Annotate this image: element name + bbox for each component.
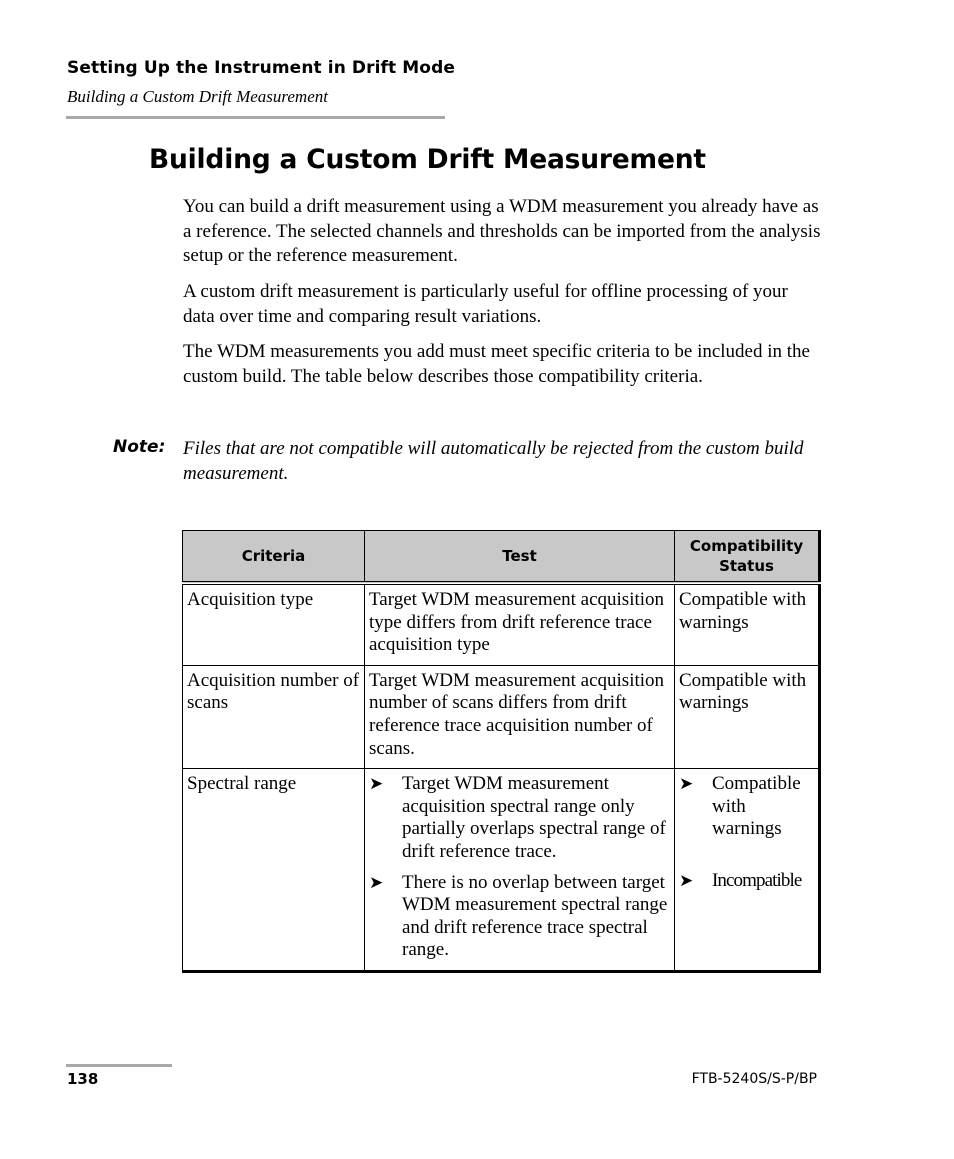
criteria-cell: Acquisition number of scans bbox=[183, 665, 365, 768]
bullet-text: Target WDM measurement acquisition spectral range only partially overlaps spectral range of drift reference trace. bbox=[402, 773, 666, 862]
criteria-cell: Spectral range bbox=[183, 769, 365, 972]
note-text: Files that are not compatible will automatically be rejected from the custom build measurement. bbox=[183, 438, 804, 484]
bullet-text: Compatible with warnings bbox=[712, 773, 801, 840]
compatibility-table bbox=[182, 530, 821, 973]
intro-paragraph: You can build a drift measurement using a WDM measurement you already have as a reference. The selected channels and thresholds can be imported from the analysis setup or the reference measurement. bbox=[183, 196, 821, 266]
table-row bbox=[183, 583, 820, 665]
note-label: Note: bbox=[113, 437, 166, 457]
table-row bbox=[183, 769, 820, 972]
arrow-bullet-icon: ➤ bbox=[369, 774, 384, 795]
page-number: 138 bbox=[67, 1070, 99, 1088]
status-cell bbox=[675, 769, 820, 972]
bullet-item bbox=[679, 870, 814, 893]
footer-rule bbox=[66, 1064, 172, 1067]
test-cell bbox=[365, 769, 675, 972]
header-compatibility-status: Compatibility Status bbox=[675, 531, 820, 584]
bullet-item bbox=[369, 773, 670, 863]
bullet-text: Incompatible bbox=[712, 869, 802, 891]
test-cell: Target WDM measurement acquisition type differs from drift reference trace acquisition type bbox=[365, 583, 675, 665]
table-row bbox=[183, 665, 820, 768]
header-test: Test bbox=[365, 531, 675, 584]
table-header-row bbox=[183, 531, 820, 584]
status-cell: Compatible with warnings bbox=[675, 665, 820, 768]
offline-paragraph: A custom drift measurement is particularly useful for offline processing of your data over time and comparing result variations. bbox=[183, 281, 788, 327]
status-cell: Compatible with warnings bbox=[675, 583, 820, 665]
running-header-subtitle: Building a Custom Drift Measurement bbox=[67, 87, 328, 106]
arrow-bullet-icon: ➤ bbox=[679, 870, 694, 891]
bullet-item bbox=[679, 773, 814, 841]
running-header-title: Setting Up the Instrument in Drift Mode bbox=[67, 58, 455, 78]
criteria-cell: Acquisition type bbox=[183, 583, 365, 665]
test-cell: Target WDM measurement acquisition number of scans differs from drift reference trace acquisition number of scans. bbox=[365, 665, 675, 768]
product-name: FTB-5240S/S-P/BP bbox=[691, 1071, 817, 1087]
page-title: Building a Custom Drift Measurement bbox=[149, 144, 706, 175]
bullet-text: There is no overlap between target WDM measurement spectral range and drift reference trace spectral range. bbox=[402, 871, 668, 961]
arrow-bullet-icon: ➤ bbox=[679, 774, 694, 795]
header-rule bbox=[66, 116, 445, 119]
header-criteria: Criteria bbox=[183, 531, 365, 584]
bullet-item bbox=[369, 872, 670, 962]
arrow-bullet-icon: ➤ bbox=[369, 872, 384, 893]
criteria-paragraph: The WDM measurements you add must meet specific criteria to be included in the custom build. The table below describes those compatibility criteria. bbox=[183, 341, 810, 387]
